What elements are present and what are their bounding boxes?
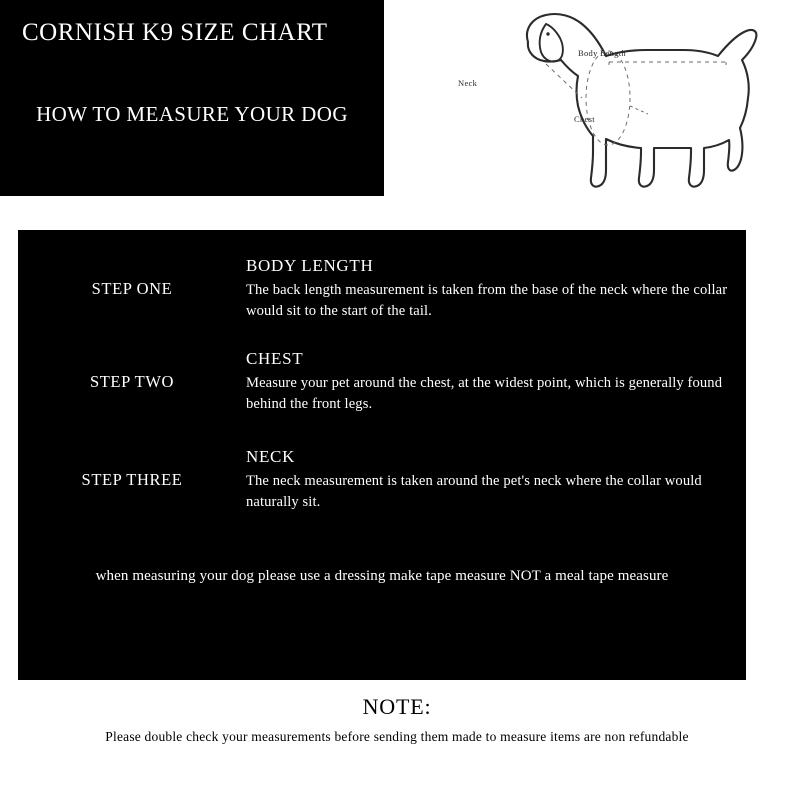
step-one-heading: BODY LENGTH [246,256,374,275]
step-one-body [246,256,746,321]
step-row [18,349,746,414]
step-two-text: Measure your pet around the chest, at the widest point, which is generally found behind the front legs. [246,375,723,413]
panel-footnote: when measuring your dog please use a dressing make tape measure NOT a meal tape measure [95,568,669,585]
step-three-label: STEP THREE [81,469,183,489]
step-three-text: The neck measurement is taken around the pet's neck where the collar would naturally sit. [246,472,702,510]
dog-illustration [396,2,794,196]
title-block [0,0,384,196]
step-one-label: STEP ONE [91,279,173,298]
step-two-label: STEP TWO [89,372,175,392]
step-one-text: The back length measurement is taken from the base of the neck where the collar would sit to the start of the tail. [246,282,728,319]
step-two-heading: CHEST [246,349,304,369]
note-title: NOTE: [362,694,432,719]
page-title: CORNISH K9 SIZE CHART [22,19,328,46]
step-three-heading: NECK [246,446,296,466]
step-three-body [246,447,746,512]
label-chest: Chest [574,114,595,124]
header-section [0,0,794,196]
step-row [18,256,746,321]
step-two-body [246,349,746,414]
step-row [18,447,746,512]
label-body-length: Body Length [578,48,626,58]
steps-panel [18,230,746,680]
label-neck: Neck [458,78,478,88]
page-subtitle: HOW TO MEASURE YOUR DOG [36,102,348,126]
note-section [0,694,794,747]
note-text: Please double check your measurements before sending them made to measure items are non refundable [105,729,689,744]
